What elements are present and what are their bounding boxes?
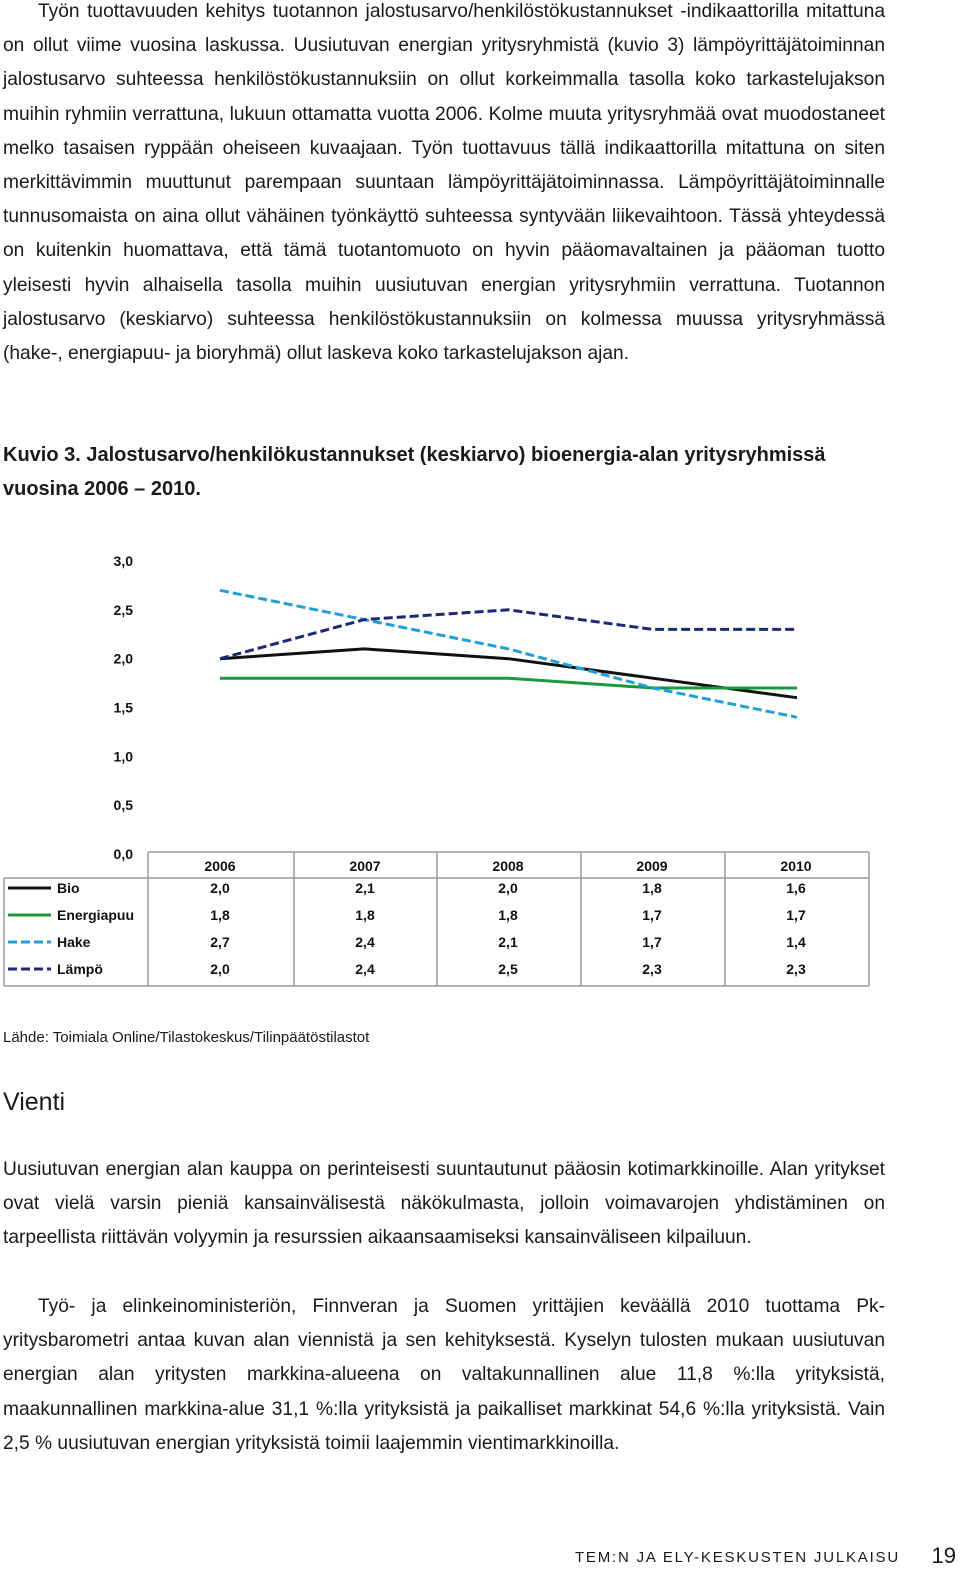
data-label: 2,0: [498, 880, 518, 896]
y-tick-label: 1,5: [113, 699, 133, 716]
data-label: 1,4: [786, 934, 806, 950]
data-label: 1,7: [786, 907, 806, 923]
data-label: 1,8: [642, 880, 662, 896]
data-label: 2,0: [210, 961, 230, 977]
data-label: 2,7: [210, 934, 230, 950]
data-label: 2,0: [210, 880, 230, 896]
line-chart: [0, 540, 880, 992]
data-label: 1,7: [642, 934, 662, 950]
series-line-energiapuu: [220, 678, 797, 688]
legend-label: Energiapuu: [57, 907, 135, 923]
intro-paragraph: Työn tuottavuuden kehitys tuotannon jalostusarvo/henkilöstökustannukset -indikaattorilla mitattuna on ollut viime vuosina laskussa. Uusiutuvan energian yritysryhmistä (kuvio 3) lämpöyrittäjätoiminnan jalostusarvo suhteessa henkilöstökustannuksiin on ollut korkeimmalla tasolla koko tarkastelujakson muihin ryhmiin verrattuna, lukuun ottamatta vuotta 2006. Kolme muuta yritysryhmää ovat muodostaneet melko tasaisen ryppään oheiseen kuvaajaan. Työn tuottavuus tällä indikaattorilla mitattuna on siten merkittävimmin muuttunut parempaan suuntaan lämpöyrittäjätoiminnassa. Lämpöyrittäjätoiminnalle tunnusomaista on aina ollut vähäinen työnkäyttö suhteessa syntyvään liikevaihtoon. Tässä yhteydessä on kuitenkin huomattava, että tämä tuotantomuoto on hyvin pääomavaltainen ja pääoman tuotto yleisesti hyvin alhaisella tasolla muihin uusiutuvan energian yritysryhmiin verrattuna. Tuotannon jalostusarvo (keskiarvo) suhteessa henkilöstökustannuksiin on kolmessa muussa yritysryhmässä (hake-, energiapuu- ja bioryhmä) ollut laskeva koko tarkastelujakson ajan.: [3, 1, 885, 365]
data-label: 2,4: [355, 961, 375, 977]
x-tick-label: 2010: [780, 858, 812, 874]
data-label: 1,8: [210, 907, 230, 923]
section-heading: Vienti: [3, 1088, 66, 1116]
y-tick-label: 1,0: [113, 748, 133, 765]
figure-caption: Kuvio 3. Jalostusarvo/henkilökustannukset (keskiarvo) bioenergia-alan yritysryhmissä vuosina 2006 – 2010.: [3, 444, 826, 500]
data-label: 2,4: [355, 934, 375, 950]
legend-label: Bio: [57, 880, 80, 896]
y-tick-label: 2,0: [113, 650, 133, 667]
figure-source: Lähde: Toimiala Online/Tilastokeskus/Tilinpäätöstilastot: [3, 1029, 370, 1046]
data-label: 2,1: [498, 934, 518, 950]
series-line-bio: [220, 649, 797, 698]
data-label: 2,5: [498, 961, 518, 977]
x-tick-label: 2006: [204, 858, 236, 874]
export-paragraph-1: Uusiutuvan energian alan kauppa on perinteisesti suuntautunut pääosin kotimarkkinoille. Alan yritykset ovat vielä varsin pieniä kansainvälisestä näkökulmasta, jolloin voimavarojen yhdistäminen on tarpeellista riittävän volyymin ja resurssien aikaansaamiseksi kansainväliseen kilpailuun.: [3, 1159, 885, 1249]
data-label: 1,7: [642, 907, 662, 923]
legend-label: Hake: [57, 934, 91, 950]
y-tick-label: 3,0: [113, 553, 133, 569]
data-label: 1,6: [786, 880, 806, 896]
y-tick-label: 2,5: [113, 601, 133, 618]
page-number: 19: [931, 1543, 956, 1568]
y-tick-label: 0,0: [113, 846, 133, 862]
legend-label: Lämpö: [57, 961, 103, 977]
y-tick-label: 0,5: [113, 797, 133, 814]
data-label: 2,1: [355, 880, 375, 896]
footer-publication: TEM:N JA ELY-KESKUSTEN JULKAISU: [574, 1549, 900, 1566]
data-label: 1,8: [498, 907, 518, 923]
data-label: 1,8: [355, 907, 375, 923]
data-label: 2,3: [786, 961, 806, 977]
x-tick-label: 2008: [492, 858, 524, 874]
x-tick-label: 2007: [349, 858, 381, 874]
export-paragraph-2: Työ- ja elinkeinoministeriön, Finnveran ja Suomen yrittäjien keväällä 2010 tuottama Pk-yritysbarometri antaa kuvan alan viennistä ja sen kehityksestä. Kyselyn tulosten mukaan uusiutuvan energian alan yritysten markkina-alueena on valtakunnallinen alue 11,8 %:lla yrityksistä, maakunnallinen markkina-alue 31,1 %:lla yrityksistä ja paikalliset markkinat 54,6 %:lla yrityksistä. Vain 2,5 % uusiutuvan energian yrityksistä toimii laajemmin vientimarkkinoilla.: [3, 1296, 885, 1454]
data-label: 2,3: [642, 961, 662, 977]
x-tick-label: 2009: [636, 858, 668, 874]
